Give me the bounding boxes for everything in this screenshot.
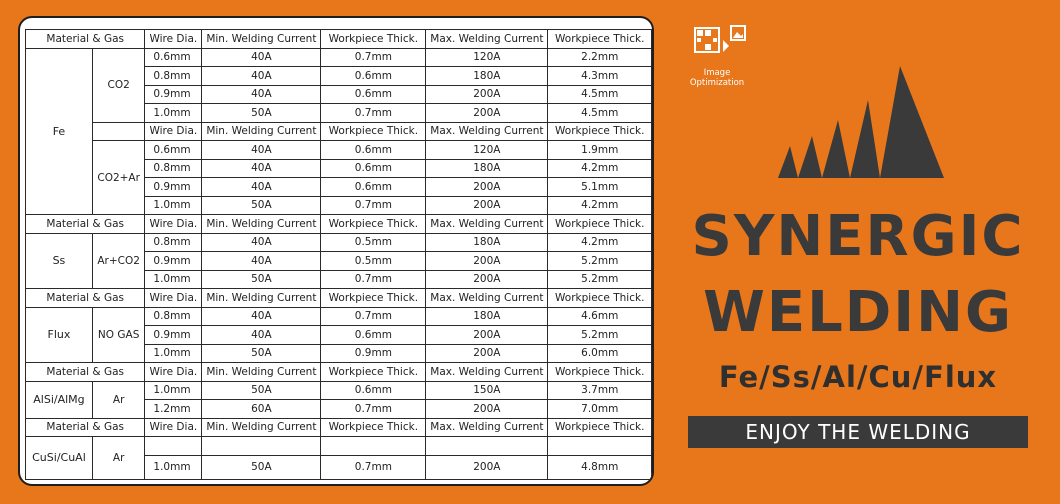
max-current-cell: 200A bbox=[426, 400, 548, 419]
thick-cell: 0.7mm bbox=[321, 270, 426, 289]
wire-cell: 0.9mm bbox=[145, 178, 202, 197]
header-thick-1: Workpiece Thick. bbox=[321, 215, 426, 234]
brand-title-line-1: SYNERGIC bbox=[691, 204, 1025, 269]
thick-cell: 0.5mm bbox=[321, 233, 426, 252]
min-current-cell: 40A bbox=[202, 67, 321, 86]
header-thick-2: Workpiece Thick. bbox=[548, 215, 652, 234]
wire-cell: 1.0mm bbox=[145, 381, 202, 400]
gas-cell: Ar bbox=[92, 437, 145, 480]
table-row-empty bbox=[26, 437, 652, 456]
thick-cell: 0.6mm bbox=[321, 381, 426, 400]
min-current-cell: 50A bbox=[202, 455, 321, 479]
thick-cell: 4.2mm bbox=[548, 196, 652, 215]
header-max-current: Max. Welding Current bbox=[426, 418, 548, 437]
wire-cell: 0.8mm bbox=[145, 233, 202, 252]
wire-cell: 1.0mm bbox=[145, 104, 202, 123]
min-current-cell: 40A bbox=[202, 48, 321, 67]
header-thick-2: Workpiece Thick. bbox=[548, 363, 652, 382]
header-min-current: Min. Welding Current bbox=[202, 215, 321, 234]
wire-cell: 0.6mm bbox=[145, 48, 202, 67]
min-current-cell: 40A bbox=[202, 178, 321, 197]
thick-cell: 0.7mm bbox=[321, 104, 426, 123]
max-current-cell: 200A bbox=[426, 270, 548, 289]
header-min-current: Min. Welding Current bbox=[202, 30, 321, 49]
subheader-row bbox=[26, 215, 652, 234]
thick-cell: 5.2mm bbox=[548, 252, 652, 271]
wire-cell: 0.9mm bbox=[145, 252, 202, 271]
header-material: Material & Gas bbox=[26, 30, 145, 49]
gas-cell: CO2 bbox=[92, 48, 145, 122]
header-material: Material & Gas bbox=[26, 363, 145, 382]
header-thick-1: Workpiece Thick. bbox=[321, 30, 426, 49]
max-current-cell: 200A bbox=[426, 326, 548, 345]
material-cell: CuSi/CuAl bbox=[26, 437, 93, 480]
max-current-cell: 200A bbox=[426, 252, 548, 271]
table-row bbox=[26, 381, 652, 400]
thick-cell: 0.6mm bbox=[321, 85, 426, 104]
wire-cell: 1.0mm bbox=[145, 344, 202, 363]
header-thick-2: Workpiece Thick. bbox=[548, 122, 652, 141]
materials-subtitle: Fe/Ss/Al/Cu/Flux bbox=[718, 360, 998, 394]
header-max-current: Max. Welding Current bbox=[426, 122, 548, 141]
subheader-row bbox=[26, 418, 652, 437]
empty-cell bbox=[321, 437, 426, 456]
min-current-cell: 50A bbox=[202, 196, 321, 215]
wire-cell: 0.8mm bbox=[145, 67, 202, 86]
gas-cell: Ar bbox=[92, 381, 145, 418]
min-current-cell: 50A bbox=[202, 344, 321, 363]
material-cell: AlSi/AlMg bbox=[26, 381, 93, 418]
max-current-cell: 180A bbox=[426, 233, 548, 252]
max-current-cell: 120A bbox=[426, 48, 548, 67]
subheader-row bbox=[26, 122, 652, 141]
wire-cell: 0.9mm bbox=[145, 326, 202, 345]
subheader-row bbox=[26, 363, 652, 382]
header-row bbox=[26, 30, 652, 49]
min-current-cell: 40A bbox=[202, 85, 321, 104]
peaks-logo-icon bbox=[776, 64, 946, 185]
header-thick-1: Workpiece Thick. bbox=[321, 418, 426, 437]
min-current-cell: 60A bbox=[202, 400, 321, 419]
thick-cell: 0.7mm bbox=[321, 400, 426, 419]
thick-cell: 0.6mm bbox=[321, 67, 426, 86]
max-current-cell: 200A bbox=[426, 344, 548, 363]
empty-cell bbox=[145, 437, 202, 456]
thick-cell: 4.8mm bbox=[548, 455, 652, 479]
min-current-cell: 40A bbox=[202, 141, 321, 160]
max-current-cell: 200A bbox=[426, 178, 548, 197]
wire-cell: 0.9mm bbox=[145, 85, 202, 104]
header-wire: Wire Dia. bbox=[145, 215, 202, 234]
header-material: Material & Gas bbox=[26, 418, 145, 437]
header-min-current: Min. Welding Current bbox=[202, 363, 321, 382]
gas-cell: NO GAS bbox=[92, 307, 145, 363]
header-max-current: Max. Welding Current bbox=[426, 30, 548, 49]
header-thick-2: Workpiece Thick. bbox=[548, 418, 652, 437]
min-current-cell: 40A bbox=[202, 307, 321, 326]
max-current-cell: 180A bbox=[426, 159, 548, 178]
empty-cell bbox=[548, 437, 652, 456]
table-row bbox=[26, 141, 652, 160]
min-current-cell: 40A bbox=[202, 233, 321, 252]
header-max-current: Max. Welding Current bbox=[426, 289, 548, 308]
thick-cell: 0.9mm bbox=[321, 344, 426, 363]
thick-cell: 3.7mm bbox=[548, 381, 652, 400]
header-max-current: Max. Welding Current bbox=[426, 215, 548, 234]
thick-cell: 6.0mm bbox=[548, 344, 652, 363]
thick-cell: 5.2mm bbox=[548, 326, 652, 345]
min-current-cell: 50A bbox=[202, 270, 321, 289]
thick-cell: 4.2mm bbox=[548, 233, 652, 252]
header-wire: Wire Dia. bbox=[145, 363, 202, 382]
brand-title-line-2: WELDING bbox=[703, 280, 1013, 345]
table-row bbox=[26, 307, 652, 326]
thick-cell: 0.7mm bbox=[321, 455, 426, 479]
max-current-cell: 200A bbox=[426, 196, 548, 215]
empty-gas-cell bbox=[92, 122, 145, 141]
header-wire: Wire Dia. bbox=[145, 289, 202, 308]
header-wire: Wire Dia. bbox=[145, 30, 202, 49]
thick-cell: 0.6mm bbox=[321, 326, 426, 345]
min-current-cell: 50A bbox=[202, 381, 321, 400]
thick-cell: 0.6mm bbox=[321, 159, 426, 178]
max-current-cell: 150A bbox=[426, 381, 548, 400]
welding-spec-table bbox=[25, 29, 652, 480]
max-current-cell: 180A bbox=[426, 307, 548, 326]
min-current-cell: 40A bbox=[202, 159, 321, 178]
subheader-row bbox=[26, 289, 652, 308]
header-thick-2: Workpiece Thick. bbox=[548, 30, 652, 49]
image-optimization-icon bbox=[693, 24, 751, 69]
thick-cell: 5.1mm bbox=[548, 178, 652, 197]
thick-cell: 4.6mm bbox=[548, 307, 652, 326]
thick-cell: 7.0mm bbox=[548, 400, 652, 419]
thick-cell: 0.5mm bbox=[321, 252, 426, 271]
min-current-cell: 50A bbox=[202, 104, 321, 123]
table-row bbox=[26, 233, 652, 252]
min-current-cell: 40A bbox=[202, 252, 321, 271]
header-thick-1: Workpiece Thick. bbox=[321, 363, 426, 382]
material-cell: Flux bbox=[26, 307, 93, 363]
material-cell: Fe bbox=[26, 48, 93, 215]
thick-cell: 4.3mm bbox=[548, 67, 652, 86]
thick-cell: 4.2mm bbox=[548, 159, 652, 178]
wire-cell: 1.0mm bbox=[145, 196, 202, 215]
max-current-cell: 200A bbox=[426, 455, 548, 479]
header-wire: Wire Dia. bbox=[145, 418, 202, 437]
header-thick-1: Workpiece Thick. bbox=[321, 289, 426, 308]
gas-cell: Ar+CO2 bbox=[92, 233, 145, 289]
max-current-cell: 200A bbox=[426, 85, 548, 104]
wire-cell: 1.2mm bbox=[145, 400, 202, 419]
thick-cell: 0.6mm bbox=[321, 141, 426, 160]
thick-cell: 5.2mm bbox=[548, 270, 652, 289]
wire-cell: 0.8mm bbox=[145, 159, 202, 178]
max-current-cell: 200A bbox=[426, 104, 548, 123]
slogan-banner: ENJOY THE WELDING bbox=[688, 416, 1028, 448]
wire-cell: 1.0mm bbox=[145, 455, 202, 479]
header-thick-2: Workpiece Thick. bbox=[548, 289, 652, 308]
header-min-current: Min. Welding Current bbox=[202, 289, 321, 308]
spec-card bbox=[18, 16, 654, 486]
empty-cell bbox=[426, 437, 548, 456]
empty-cell bbox=[202, 437, 321, 456]
header-thick-1: Workpiece Thick. bbox=[321, 122, 426, 141]
wire-cell: 0.6mm bbox=[145, 141, 202, 160]
material-cell: Ss bbox=[26, 233, 93, 289]
gas-cell: CO2+Ar bbox=[92, 141, 145, 215]
thick-cell: 4.5mm bbox=[548, 104, 652, 123]
thick-cell: 4.5mm bbox=[548, 85, 652, 104]
wire-cell: 0.8mm bbox=[145, 307, 202, 326]
max-current-cell: 120A bbox=[426, 141, 548, 160]
thick-cell: 2.2mm bbox=[548, 48, 652, 67]
thick-cell: 0.7mm bbox=[321, 48, 426, 67]
header-max-current: Max. Welding Current bbox=[426, 363, 548, 382]
max-current-cell: 180A bbox=[426, 67, 548, 86]
thick-cell: 0.6mm bbox=[321, 178, 426, 197]
logo-caption: Image Optimization bbox=[689, 68, 745, 88]
min-current-cell: 40A bbox=[202, 326, 321, 345]
thick-cell: 0.7mm bbox=[321, 196, 426, 215]
table-row bbox=[26, 48, 652, 67]
header-material: Material & Gas bbox=[26, 215, 145, 234]
header-wire: Wire Dia. bbox=[145, 122, 202, 141]
thick-cell: 1.9mm bbox=[548, 141, 652, 160]
header-min-current: Min. Welding Current bbox=[202, 418, 321, 437]
header-min-current: Min. Welding Current bbox=[202, 122, 321, 141]
header-material: Material & Gas bbox=[26, 289, 145, 308]
wire-cell: 1.0mm bbox=[145, 270, 202, 289]
thick-cell: 0.7mm bbox=[321, 307, 426, 326]
spec-table-body bbox=[26, 30, 652, 480]
